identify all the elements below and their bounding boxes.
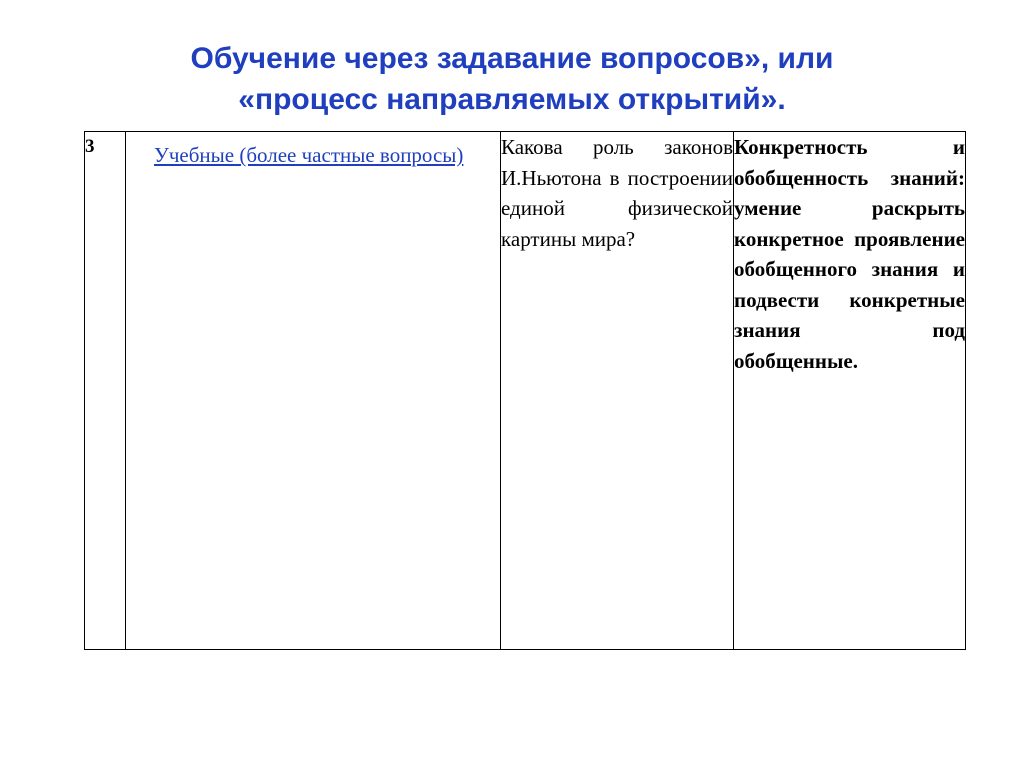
goal-text: Конкретность и обобщенность знаний: умение раскрыть конкретное проявление обобщенного знания и подвести конкретные знания под обобщенные. [734,135,965,373]
question-cell [501,132,734,650]
title-line-1: Обучение через задавание вопросов», или [190,42,834,75]
table-row [85,132,966,650]
goal-cell [734,132,966,650]
question-type-cell [126,132,501,650]
row-number: 3 [85,136,95,157]
title-line-2: «процесс направляемых открытий». [238,83,786,116]
slide-title [40,38,984,120]
question-type-link[interactable]: Учебные (более частные вопросы) [154,143,464,167]
content-table [84,131,966,650]
question-text: Какова роль законов И.Ньютона в построении единой физической картины мира? [501,135,733,251]
row-number-cell [85,132,126,650]
